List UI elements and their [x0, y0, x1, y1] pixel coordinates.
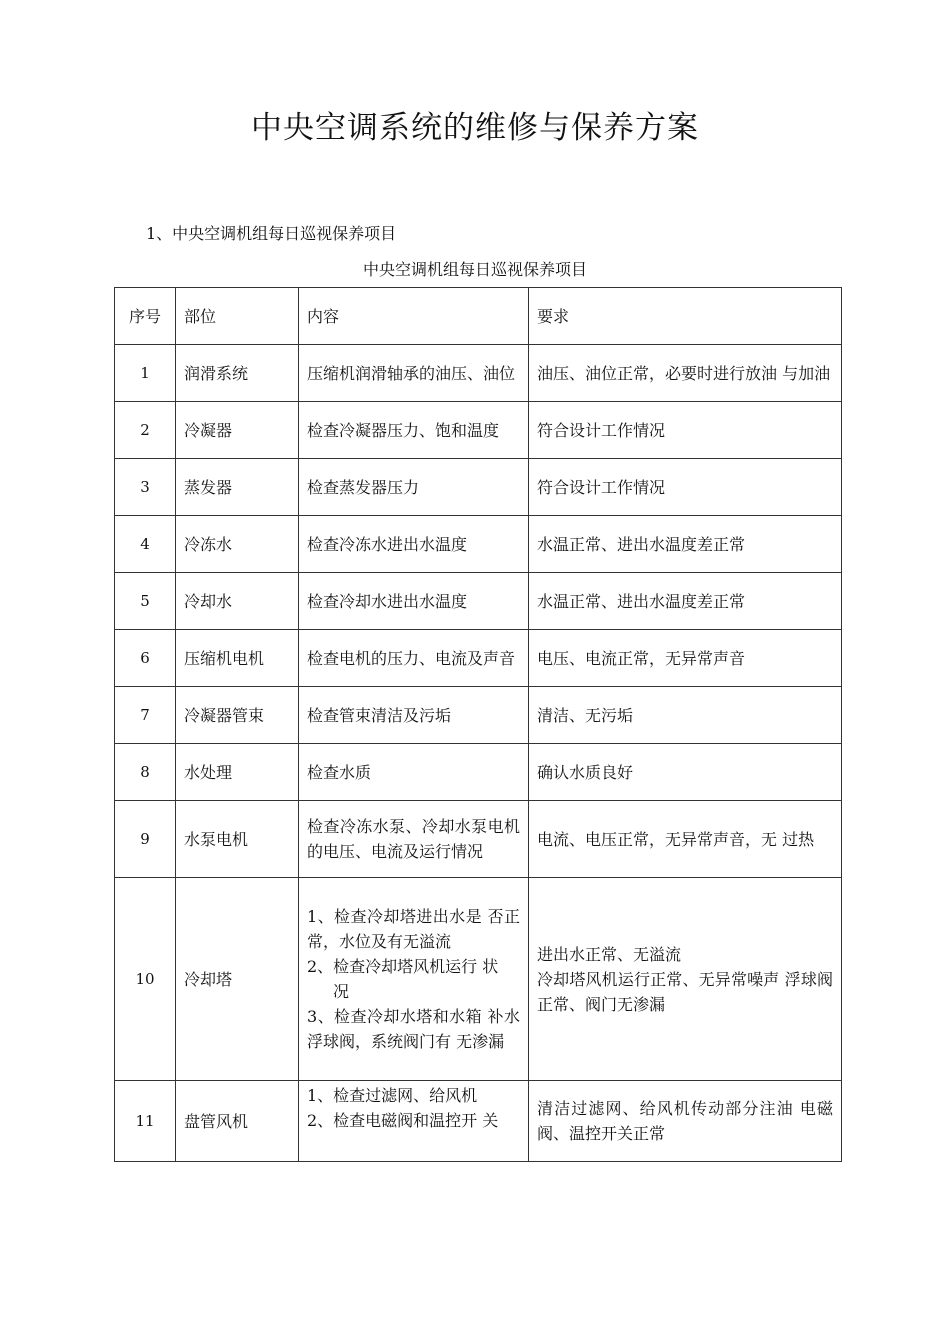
- section-heading: 1、中央空调机组每日巡视保养项目: [146, 224, 397, 243]
- cell-requirement: 电流、电压正常，无异常声音，无 过热: [529, 801, 842, 878]
- content-item: 况: [333, 982, 350, 1001]
- table-row: [115, 573, 842, 630]
- content-item: 1、检查过滤网、给风机: [307, 1086, 478, 1105]
- requirement-line: 进出水正常、无溢流: [537, 944, 682, 964]
- cell-requirement: 确认水质良好: [529, 744, 842, 801]
- cell-part: 压缩机电机: [176, 630, 299, 687]
- cell-no: 3: [115, 459, 176, 516]
- cell-no: 11: [115, 1081, 176, 1162]
- cell-content: 压缩机润滑轴承的油压、油位: [299, 345, 529, 402]
- table-row: [115, 345, 842, 402]
- content-item: 2、检查冷却塔风机运行 状: [307, 957, 499, 976]
- cell-content: 检查冷冻水泵、冷却水泵电机的电压、电流及运行情况: [299, 801, 529, 878]
- cell-requirement: [529, 878, 842, 1081]
- cell-content: 检查冷却水进出水温度: [299, 573, 529, 630]
- cell-content: 检查管束清洁及污垢: [299, 687, 529, 744]
- table-row: [115, 1081, 842, 1162]
- table-row: [115, 630, 842, 687]
- cell-part: 冷却水: [176, 573, 299, 630]
- cell-no: 5: [115, 573, 176, 630]
- cell-no: 4: [115, 516, 176, 573]
- cell-requirement: 清洁、无污垢: [529, 687, 842, 744]
- cell-no: 8: [115, 744, 176, 801]
- table-row: [115, 516, 842, 573]
- cell-content: [299, 1081, 529, 1162]
- cell-no: 9: [115, 801, 176, 878]
- cell-content: 检查电机的压力、电流及声音: [299, 630, 529, 687]
- cell-no: 6: [115, 630, 176, 687]
- cell-requirement: 符合设计工作情况: [529, 459, 842, 516]
- cell-content: [299, 878, 529, 1081]
- cell-requirement: 水温正常、进出水温度差正常: [529, 516, 842, 573]
- header-requirement: 要求: [529, 288, 842, 345]
- cell-content: 检查冷凝器压力、饱和温度: [299, 402, 529, 459]
- table-caption: 中央空调机组每日巡视保养项目: [362, 260, 587, 279]
- cell-no: 2: [115, 402, 176, 459]
- table-row: [115, 459, 842, 516]
- cell-no: 1: [115, 345, 176, 402]
- header-no: 序号: [115, 288, 176, 345]
- content-item: 2、检查电磁阀和温控开 关: [307, 1111, 499, 1130]
- content-item: 1、检查冷却塔进出水是 否正常，水位及有无溢流: [307, 907, 520, 951]
- requirement-line: 冷却塔风机运行正常、无异常噪声 浮球阀正常、阀门无渗漏: [537, 969, 833, 1014]
- cell-content: 检查蒸发器压力: [299, 459, 529, 516]
- table-row: [115, 402, 842, 459]
- table-header-row: [115, 288, 842, 345]
- cell-part: 润滑系统: [176, 345, 299, 402]
- cell-content: 检查水质: [299, 744, 529, 801]
- cell-part: 水处理: [176, 744, 299, 801]
- cell-part: 冷却塔: [176, 878, 299, 1081]
- cell-part: 冷凝器: [176, 402, 299, 459]
- cell-part: 冷凝器管束: [176, 687, 299, 744]
- content-item: 3、检查冷却水塔和水箱 补水浮球阀，系统阀门有 无渗漏: [307, 1007, 520, 1051]
- cell-requirement: 电压、电流正常，无异常声音: [529, 630, 842, 687]
- cell-requirement: 水温正常、进出水温度差正常: [529, 573, 842, 630]
- header-part: 部位: [176, 288, 299, 345]
- document-title: 中央空调系统的维修与保养方案: [251, 110, 699, 146]
- cell-part: 水泵电机: [176, 801, 299, 878]
- cell-part: 盘管风机: [176, 1081, 299, 1162]
- table-row: [115, 744, 842, 801]
- inspection-table: [114, 287, 842, 1162]
- cell-part: 蒸发器: [176, 459, 299, 516]
- cell-requirement: 清洁过滤网、给风机传动部分注油 电磁阀、温控开关正常: [529, 1081, 842, 1162]
- cell-content: 检查冷冻水进出水温度: [299, 516, 529, 573]
- cell-requirement: 符合设计工作情况: [529, 402, 842, 459]
- cell-part: 冷冻水: [176, 516, 299, 573]
- table-row: [115, 687, 842, 744]
- cell-no: 10: [115, 878, 176, 1081]
- header-content: 内容: [299, 288, 529, 345]
- table-row: [115, 878, 842, 1081]
- table-row: [115, 801, 842, 878]
- cell-requirement: 油压、油位正常，必要时进行放油 与加油: [529, 345, 842, 402]
- cell-no: 7: [115, 687, 176, 744]
